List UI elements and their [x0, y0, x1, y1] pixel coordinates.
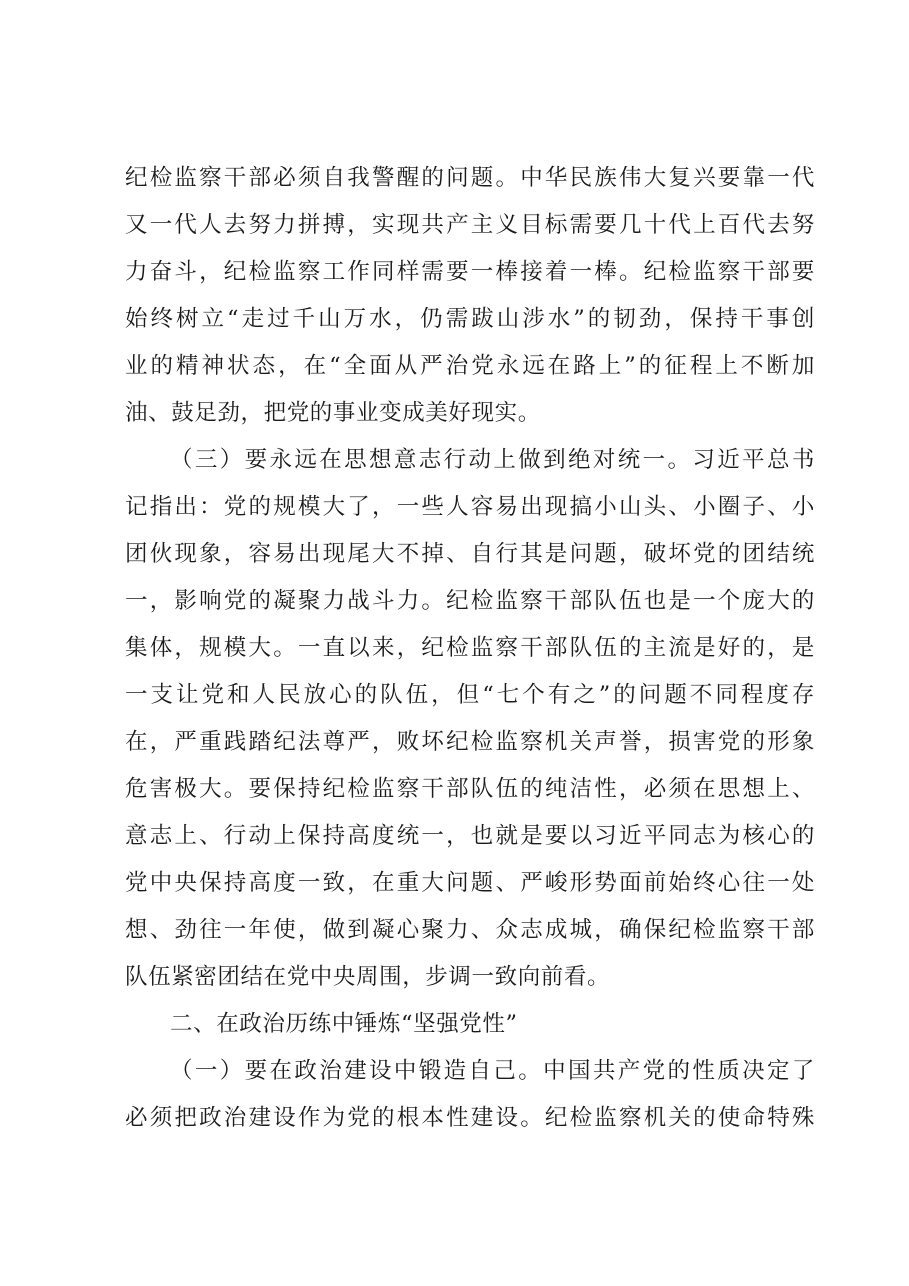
text-line: 党中央保持高度一致，在重大问题、严峻形势面前始终心往一处: [125, 870, 815, 896]
section-title: 二、在政治历练中锤炼“坚强党性”: [170, 1011, 518, 1037]
section-heading-line: （一）要在政治建设中锻造自己。中国共产党的性质决定了: [170, 1058, 815, 1084]
text-line: 油、鼓足劲，把党的事业变成美好现实。: [125, 400, 541, 426]
text-line: 一支让党和人民放心的队伍，但“七个有之”的问题不同程度存: [125, 682, 815, 708]
text-line: 想、劲往一年使，做到凝心聚力、众志成城，确保纪检监察干部: [125, 917, 815, 943]
text-line: 一，影响党的凝聚力战斗力。纪检监察干部队伍也是一个庞大的: [125, 588, 815, 614]
text-line: 又一代人去努力拼搏，实现共产主义目标需要几十代上百代去努: [125, 212, 815, 238]
text-line: 在，严重践踏纪法尊严，败坏纪检监察机关声誉，损害党的形象: [125, 729, 815, 755]
document-body: [125, 155, 815, 1142]
text-line: 力奋斗，纪检监察工作同样需要一棒接着一棒。纪检监察干部要: [125, 259, 815, 285]
text-line: 团伙现象，容易出现尾大不掉、自行其是问题，破坏党的团结统: [125, 541, 815, 567]
text-line: 业的精神状态，在“全面从严治党永远在路上”的征程上不断加: [125, 353, 815, 379]
text-line: 必须把政治建设作为党的根本性建设。纪检监察机关的使命特殊: [125, 1105, 815, 1131]
text-line: 危害极大。要保持纪检监察干部队伍的纯洁性，必须在思想上、: [125, 776, 815, 802]
section-heading-line: （三）要永远在思想意志行动上做到绝对统一。习近平总书: [170, 447, 815, 473]
text-line: 始终树立“走过千山万水，仍需跋山涉水”的韧劲，保持干事创: [125, 306, 815, 332]
text-line: 集体，规模大。一直以来，纪检监察干部队伍的主流是好的，是: [125, 635, 815, 661]
text-line: 意志上、行动上保持高度统一，也就是要以习近平同志为核心的: [125, 823, 815, 849]
text-line: 记指出：党的规模大了，一些人容易出现搞小山头、小圈子、小: [125, 494, 815, 520]
text-line: 纪检监察干部必须自我警醒的问题。中华民族伟大复兴要靠一代: [125, 165, 815, 191]
text-line: 队伍紧密团结在党中央周围，步调一致向前看。: [125, 964, 611, 990]
